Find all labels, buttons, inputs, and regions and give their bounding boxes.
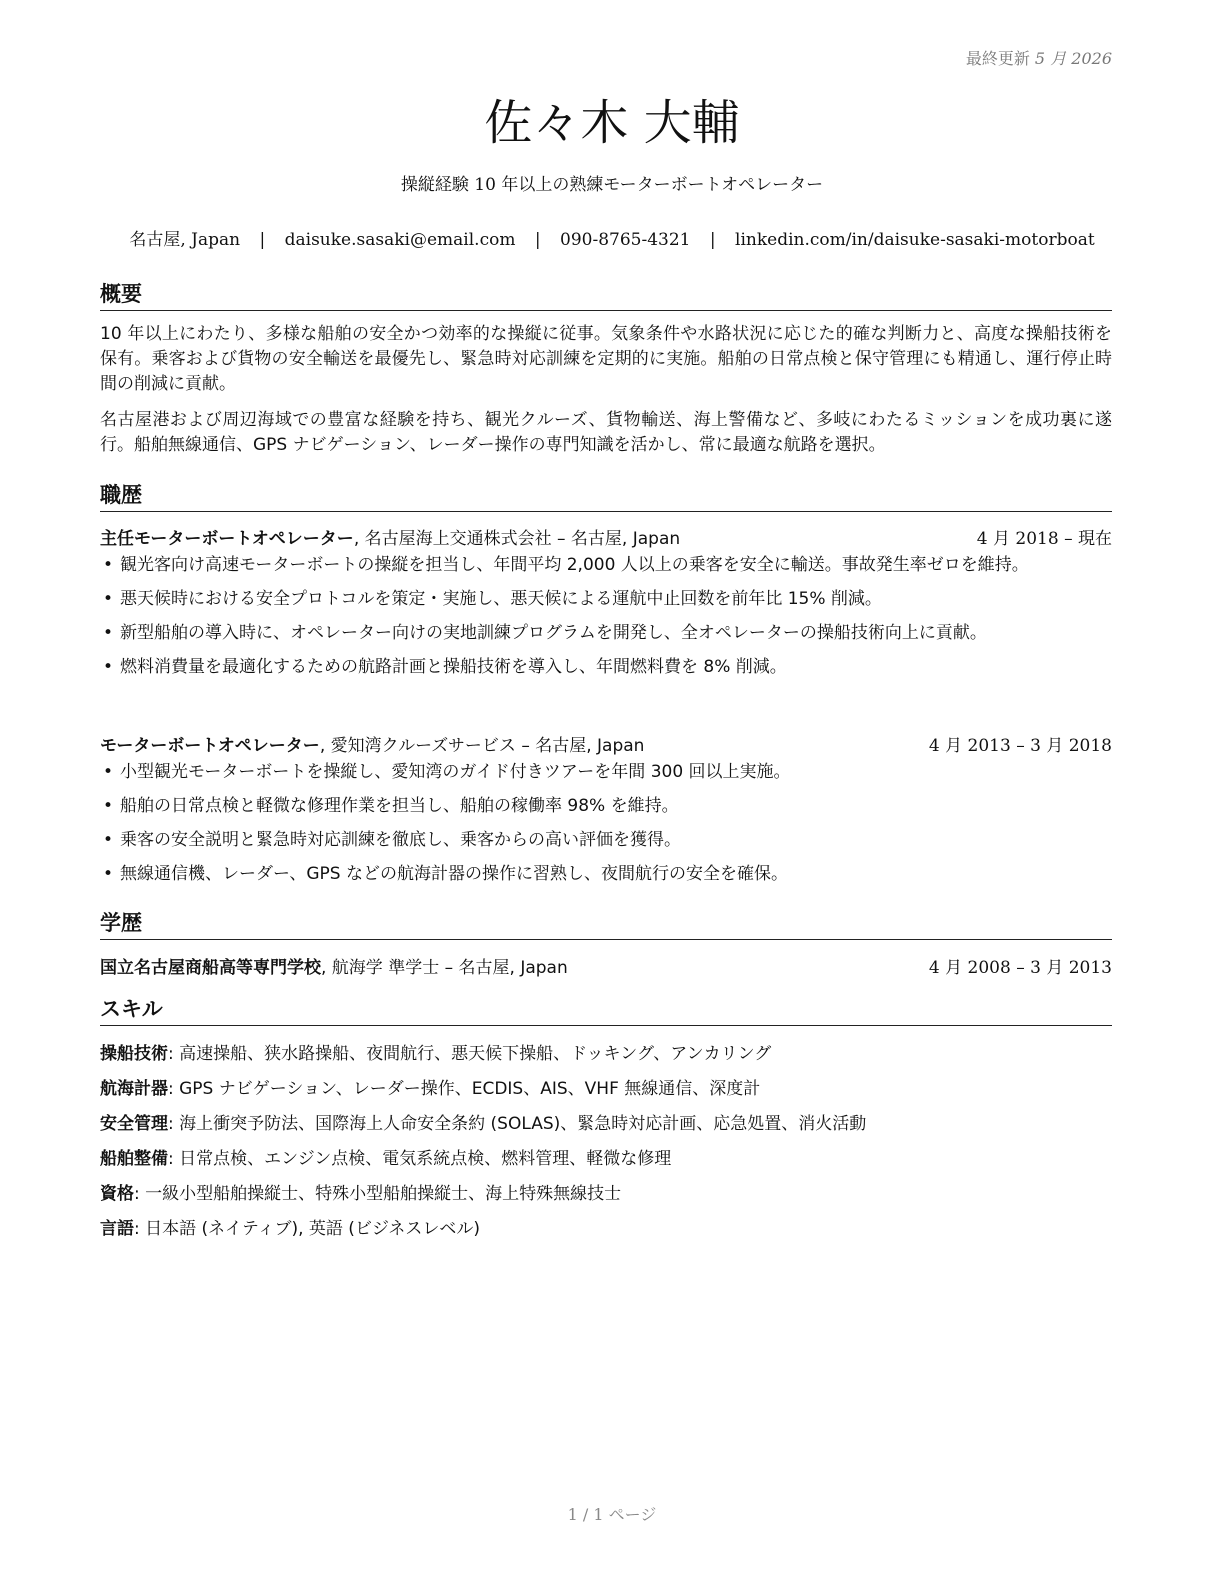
contact-linkedin[interactable]: linkedin.com/in/daisuke-sasaki-motorboat [735, 230, 1095, 250]
list-item [100, 621, 1112, 646]
bullet-icon: • [103, 830, 114, 850]
skill-category: 資格 [100, 1184, 134, 1204]
skill-items: : 日常点検、エンジン点検、電気系統点検、燃料管理、軽微な修理 [168, 1149, 672, 1169]
bullet-text: 船舶の日常点検と軽微な修理作業を担当し、船舶の稼働率 98% を維持。 [120, 796, 679, 816]
skill-items: : 一級小型船舶操縦士、特殊小型船舶操縦士、海上特殊無線技士 [134, 1184, 622, 1204]
contact-line [0, 225, 1224, 250]
separator: | [709, 230, 716, 250]
job-header [100, 731, 1112, 756]
last-updated [966, 46, 1112, 69]
contact-phone[interactable]: 090-8765-4321 [560, 230, 691, 250]
education-row [100, 953, 1112, 978]
section-title-summary: 概要 [100, 278, 1112, 311]
bullet-icon: • [103, 864, 114, 884]
skill-items: : 高速操船、狭水路操船、夜間航行、悪天候下操船、ドッキング、アンカリング [168, 1044, 772, 1064]
job-role: モーターボートオペレーター [100, 736, 320, 756]
section-title-experience: 職歴 [100, 479, 1112, 512]
contact-location: 名古屋, Japan [129, 230, 241, 250]
skill-row [100, 1039, 1112, 1064]
bullet-text: 小型観光モーターボートを操縦し、愛知湾のガイド付きツアーを年間 300 回以上実施。 [120, 762, 791, 782]
job-bullets [100, 760, 1112, 896]
skill-row [100, 1144, 1112, 1169]
tagline: 操縦経験 10 年以上の熟練モーターボートオペレーター [400, 175, 824, 195]
bullet-icon: • [103, 589, 114, 609]
job-company: , 名古屋海上交通株式会社 – 名古屋, Japan [353, 529, 681, 549]
skill-items: : 海上衝突予防法、国際海上人命安全条約 (SOLAS)、緊急時対応計画、応急処置、消火活動 [168, 1114, 867, 1134]
bullet-icon: • [103, 796, 114, 816]
skill-category: 操船技術 [100, 1044, 168, 1064]
bullet-text: 燃料消費量を最適化するための航路計画と操船技術を導入し、年間燃料費を 8% 削減。 [120, 657, 787, 677]
last-updated-label: 最終更新 [965, 49, 1030, 68]
summary-paragraph: 10 年以上にわたり、多様な船舶の安全かつ効率的な操縦に従事。気象条件や水路状況に応じた的確な判断力と、高度な操船技術を保有。乗客および貨物の安全輸送を最優先し、緊急時対応訓練を定期的に実施。船舶の日常点検と保守管理にも精通し、運行停止時間の削減に貢献。 [100, 324, 1112, 394]
skill-row [100, 1179, 1112, 1204]
job-role: 主任モーターボートオペレーター [100, 529, 354, 549]
candidate-name: 佐々木 大輔 [484, 95, 740, 151]
job-company: , 愛知湾クルーズサービス – 名古屋, Japan [319, 736, 645, 756]
bullet-text: 悪天候時における安全プロトコルを策定・実施し、悪天候による運航中止回数を前年比 15% 削減。 [120, 589, 882, 609]
bullet-icon: • [103, 657, 114, 677]
list-item [100, 862, 1112, 887]
list-item [100, 655, 1112, 680]
degree: , 航海学 準学士 – 名古屋, Japan [321, 958, 568, 978]
bullet-text: 乗客の安全説明と緊急時対応訓練を徹底し、乗客からの高い評価を獲得。 [120, 830, 681, 850]
skill-category: 船舶整備 [100, 1149, 168, 1169]
school-name: 国立名古屋商船高等専門学校 [100, 958, 321, 978]
list-item [100, 794, 1112, 819]
skill-category: 安全管理 [100, 1114, 168, 1134]
job-dates: 4 月 2013 – 3 月 2018 [928, 736, 1112, 756]
section-title-skills: スキル [100, 993, 1112, 1026]
skill-items: : 日本語 (ネイティブ), 英語 (ビジネスレベル) [134, 1219, 481, 1239]
skill-row [100, 1214, 1112, 1239]
last-updated-date: 5 月 2026 [1034, 49, 1112, 68]
bullet-icon: • [103, 762, 114, 782]
separator: | [259, 230, 266, 250]
bullet-icon: • [103, 623, 114, 643]
page-number: 1 / 1 ページ [567, 1505, 657, 1524]
contact-email[interactable]: daisuke.sasaki@email.com [284, 230, 516, 250]
list-item [100, 587, 1112, 612]
section-title-education: 学歴 [100, 907, 1112, 940]
bullet-icon: • [103, 555, 114, 575]
separator: | [534, 230, 541, 250]
skill-items: : GPS ナビゲーション、レーダー操作、ECDIS、AIS、VHF 無線通信、深度計 [168, 1079, 761, 1099]
summary-paragraph: 名古屋港および周辺海域での豊富な経験を持ち、観光クルーズ、貨物輸送、海上警備など、多岐にわたるミッションを成功裏に遂行。船舶無線通信、GPS ナビゲーション、レーダー操作の専門知識を活かし、常に最適な航路を選択。 [100, 410, 1112, 455]
job-dates: 4 月 2018 – 現在 [976, 529, 1112, 549]
list-item [100, 828, 1112, 853]
skill-row [100, 1074, 1112, 1099]
job-bullets [100, 553, 1112, 689]
bullet-text: 観光客向け高速モーターボートの操縦を担当し、年間平均 2,000 人以上の乗客を安全に輸送。事故発生率ゼロを維持。 [120, 555, 1029, 575]
list-item [100, 553, 1112, 578]
education-dates: 4 月 2008 – 3 月 2013 [928, 958, 1112, 978]
job-header [100, 524, 1112, 549]
skill-category: 航海計器 [100, 1079, 168, 1099]
bullet-text: 新型船舶の導入時に、オペレーター向けの実地訓練プログラムを開発し、全オペレーターの操船技術向上に貢献。 [120, 623, 987, 643]
list-item [100, 760, 1112, 785]
skill-row [100, 1109, 1112, 1134]
skill-category: 言語 [100, 1219, 134, 1239]
bullet-text: 無線通信機、レーダー、GPS などの航海計器の操作に習熟し、夜間航行の安全を確保。 [120, 864, 788, 884]
